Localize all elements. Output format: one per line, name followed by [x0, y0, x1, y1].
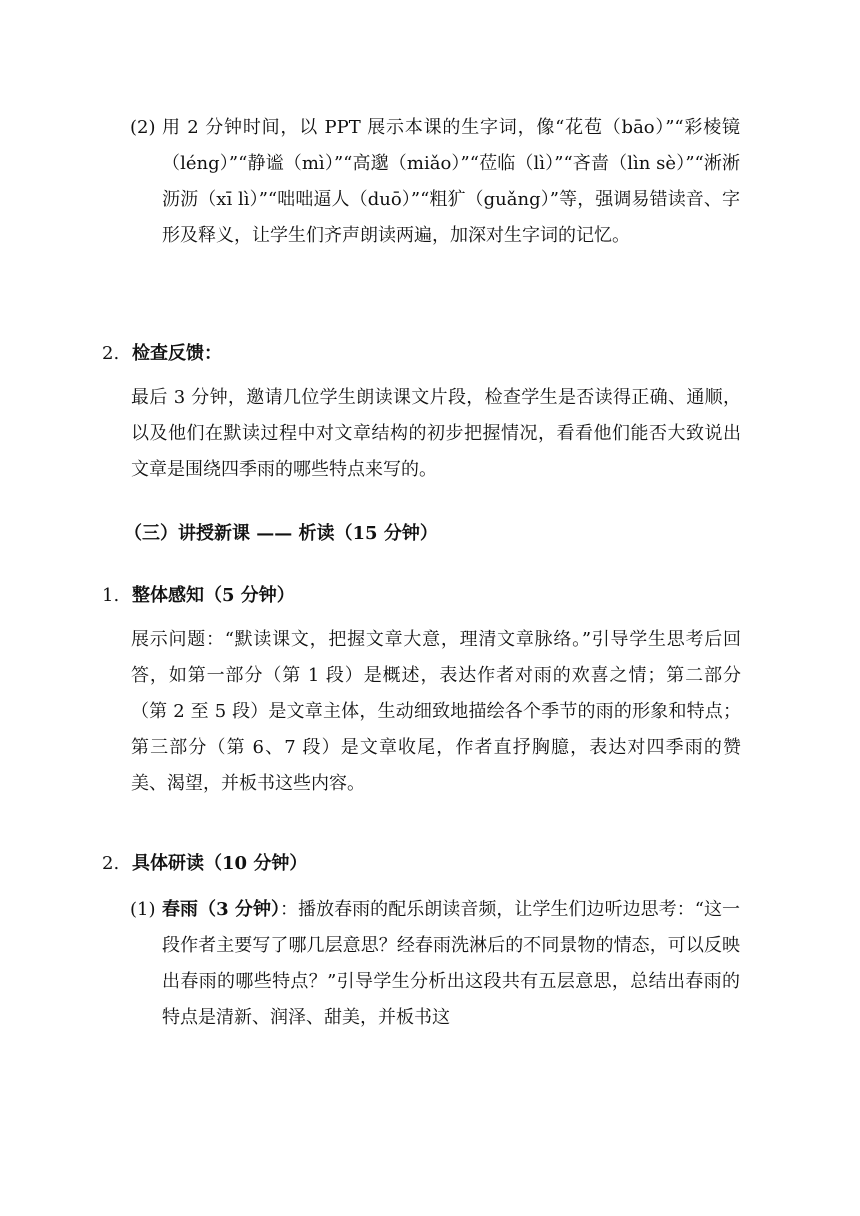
check-feedback-paragraph: 最后 3 分钟，邀请几位学生朗读课文片段，检查学生是否读得正确、通顺，以及他们在默读过程中对文章结构的初步把握情况，看看他们能否大致说出文章是围绕四季雨的哪些特点来写的。 — [131, 387, 741, 480]
review-item-2 — [130, 110, 740, 254]
spring-rain-item — [130, 892, 740, 1036]
section-title: （三）讲授新课 —— 析读（15 分钟） — [124, 523, 438, 544]
check-feedback-heading — [102, 336, 742, 372]
heading-text: 具体研读（10 分钟） — [132, 853, 308, 874]
overall-perception-paragraph: 展示问题：“默读课文，把握文章大意，理清文章脉络。”引导学生思考后回答，如第一部分（第 1 段）是概述，表达作者对雨的欢喜之情；第二部分（第 2 至 5 段）是文章主体，生动细致地描绘各个季节的雨的形象和特点；第三部分（第 6、7 段）是文章收尾，作者直抒胸臆，表达对四季雨的赞美、渴望，并板书这些内容。 — [131, 629, 741, 794]
heading-number: 1. — [102, 585, 120, 606]
heading-number: 2. — [102, 853, 120, 874]
item-number: (1) — [130, 899, 156, 920]
spring-rain-text — [162, 892, 740, 1036]
specific-reading-heading — [102, 846, 742, 882]
spring-rain-label: 春雨（3 分钟） — [162, 899, 281, 920]
heading-text: 检查反馈： — [132, 343, 222, 364]
spring-rain-body: ：播放春雨的配乐朗读音频，让学生们边听边思考：“这一段作者主要写了哪几层意思？经春雨洗淋后的不同景物的情态，可以反映出春雨的哪些特点？”引导学生分析出这段共有五层意思，总结出春雨的特点是清新、润泽、甜美，并板书这 — [162, 899, 740, 1028]
heading-text: 整体感知（5 分钟） — [132, 585, 295, 606]
item-number: (2) — [130, 117, 156, 138]
heading-number: 2. — [102, 343, 120, 364]
review-item-text: 用 2 分钟时间，以 PPT 展示本课的生字词，像“花苞（bāo）”“彩棱镜（léng）”“静谧（mì）”“高邈（miǎo）”“莅临（lì）”“吝啬（lìn sè）”“淅淅沥沥（xī lì）”“咄咄逼人（duō）”“粗犷（guǎng）”等，强调易错读音、字形及释义，让学生们齐声朗读两遍，加深对生字词的记忆。 — [162, 117, 740, 246]
overall-perception-heading — [102, 578, 742, 614]
